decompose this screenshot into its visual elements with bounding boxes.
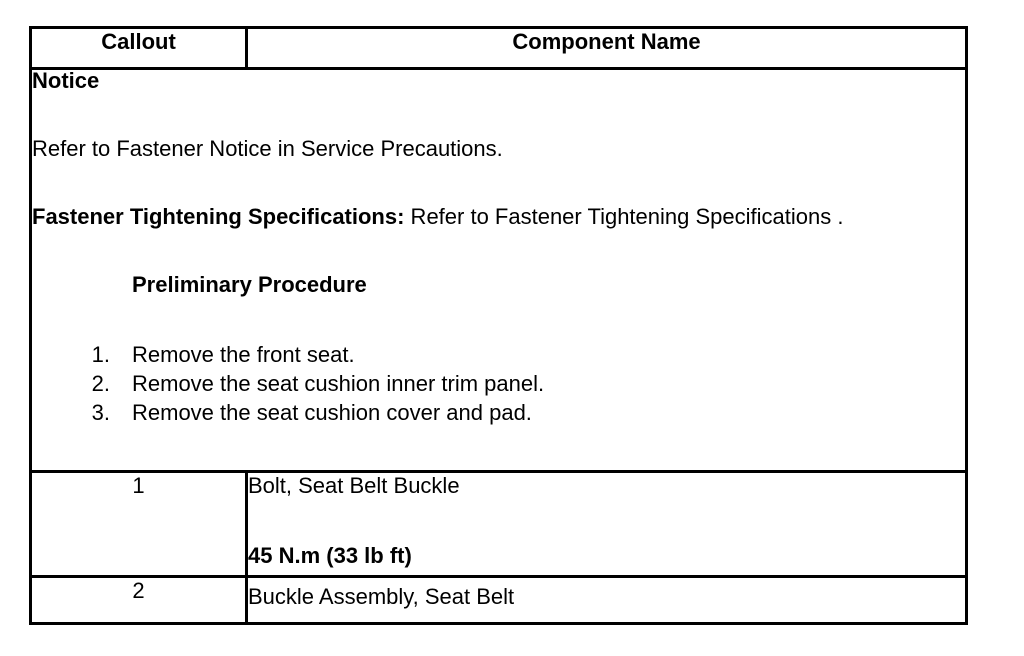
preliminary-procedure-title: Preliminary Procedure: [132, 272, 367, 297]
procedure-step: [32, 340, 965, 369]
step-text: Remove the seat cushion inner trim panel.: [132, 371, 545, 396]
component-name: Buckle Assembly, Seat Belt: [248, 584, 515, 609]
header-row: [31, 28, 967, 69]
notice-row: [31, 69, 967, 472]
step-text: Remove the front seat.: [132, 342, 355, 367]
procedure-step: [32, 369, 965, 398]
notice-text: Refer to Fastener Notice in Service Precautions.: [32, 136, 503, 161]
component-table: [29, 26, 968, 625]
fastener-spec-line: [32, 206, 965, 228]
table-row: [31, 577, 967, 624]
table-row: [31, 472, 967, 577]
component-cell: [247, 577, 967, 624]
component-name: Bolt, Seat Belt Buckle: [248, 473, 460, 498]
torque-spec: 45 N.m (33 lb ft): [248, 543, 412, 568]
step-number: 1.: [91, 342, 110, 367]
component-cell: [247, 472, 967, 577]
procedure-step: [32, 398, 965, 427]
step-number: 2.: [91, 371, 110, 396]
procedure-steps: [32, 340, 965, 427]
step-number: 3.: [91, 400, 110, 425]
fastener-spec-text: Refer to Fastener Tightening Specifications .: [404, 204, 844, 229]
notice-cell: [31, 69, 967, 472]
fastener-spec-label: Fastener Tightening Specifications:: [32, 204, 405, 229]
callout-cell: 1: [31, 472, 247, 577]
callout-cell: 2: [31, 577, 247, 624]
notice-title: Notice: [32, 68, 100, 93]
step-text: Remove the seat cushion cover and pad.: [132, 400, 532, 425]
callout-header: Callout: [31, 28, 247, 69]
component-name-header: Component Name: [247, 28, 967, 69]
